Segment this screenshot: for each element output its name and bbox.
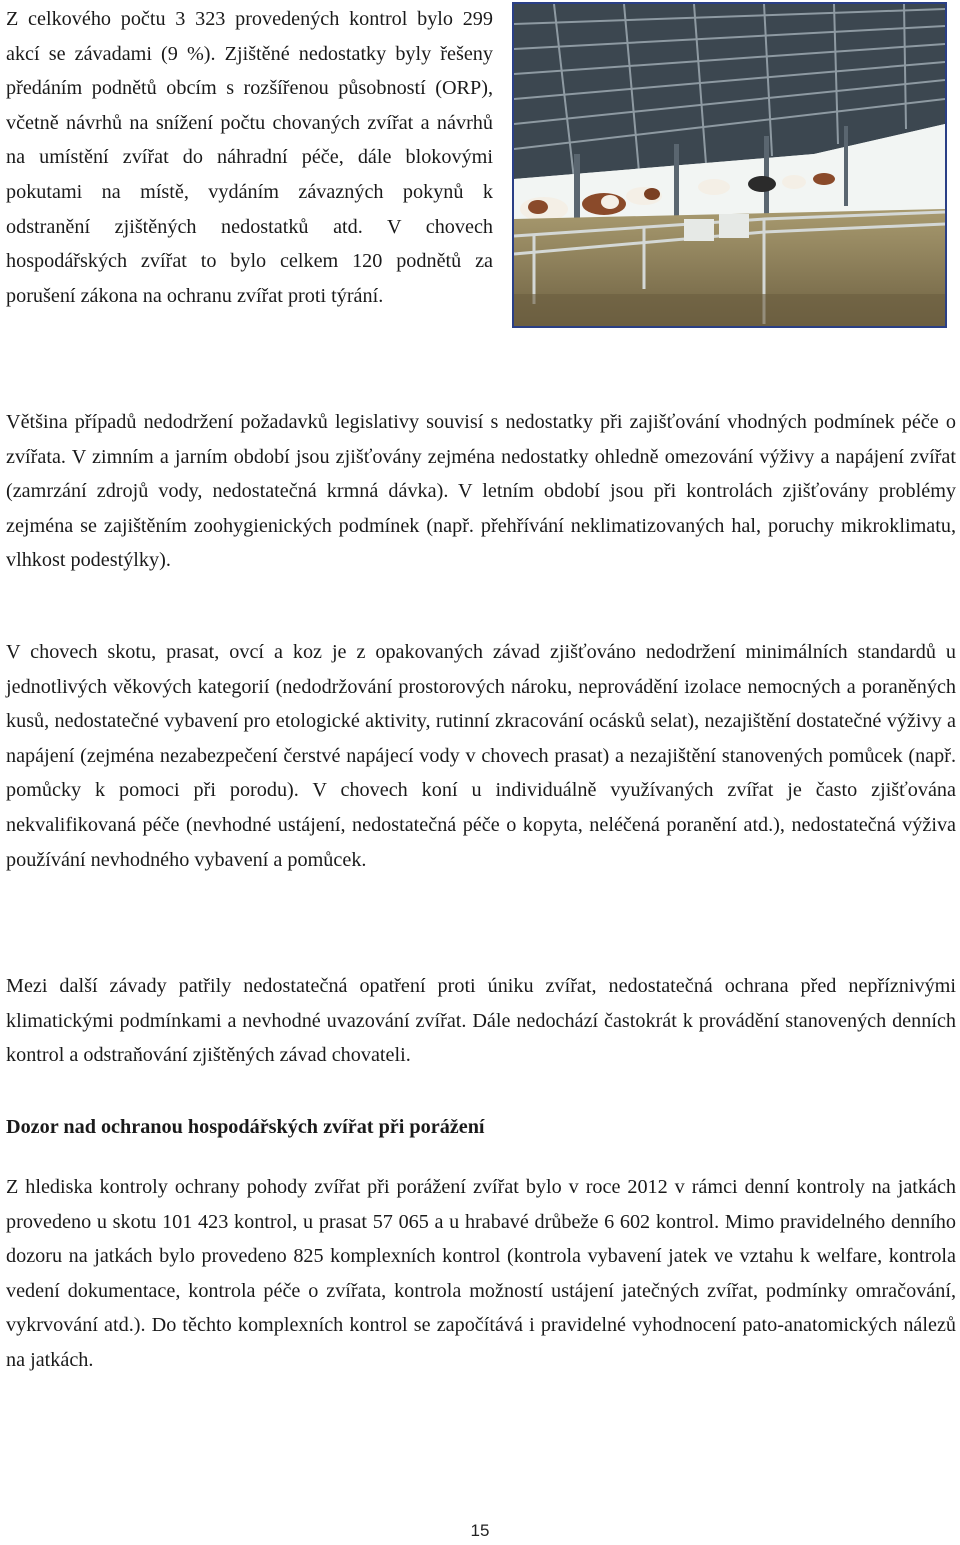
paragraph-cattle-pigs: V chovech skotu, prasat, ovcí a koz je z opakovaných závad zjišťováno nedodržení minimálních standardů u jednotlivých věkových kategorií (nedodržování prostorových nároku, neprovádění izolace nemocných a poraněných kusů, nedostatečné vybavení pro etologické aktivity, rutinní zkracování ocásků selat), nezajištění dostatečné výživy a napájení (zejména nezabezpečení čerstvé napájecí vody v chovech prasat) a nezajištění stanovených pomůcek (např. pomůcky k pomoci při porodu). V chovech koní u individuálně využívaných zvířat je často zjišťována nekvalifikovaná péče (nevhodné ustájení, nedostatečná péče o kopyta, neléčená poranění atd.), nedostatečná výživa používání nevhodného vybavení a pomůcek. [6, 641, 956, 871]
paragraph-legislation: Většina případů nedodržení požadavků legislativy souvisí s nedostatky při zajišťování vhodných podmínek péče o zvířata. V zimním a jarním období jsou zjišťovány zejména nedostatky ohledně omezování výživy a napájení zvířat (zamrzání zdrojů vody, nedostatečná krmná dávka). V letním období jsou při kontrolách zjišťovány problémy zejména se zajištěním zoohygienických podmínek (např. přehřívání neklimatizovaných hal, poruchy mikroklimatu, vlhkost podestýlky). [6, 411, 956, 572]
cattle-barn-photo [512, 2, 947, 328]
paragraph-other-defects: Mezi další závady patřily nedostatečná opatření proti úniku zvířat, nedostatečná ochrana před nepříznivými klimatickými podmínkami a nevhodné uvazování zvířat. Dále nedochází častokrát k provádění stanovených denních kontrol a odstraňování zjištěných závad chovateli. [6, 975, 956, 1067]
paragraph-slaughter: Z hlediska kontroly ochrany pohody zvířat při porážení zvířat bylo v roce 2012 v rámci denní kontroly na jatkách provedeno u skotu 101 423 kontrol, u prasat 57 065 a u hrabavé drůbeže 6 602 kontrol. Mimo pravidelného denního dozoru na jatkách bylo provedeno 825 komplexních kontrol (kontrola vybavení jatek ve vztahu k welfare, kontrola vedení dokumentace, kontrola péče o zvířata, kontrola možností ustájení jatečných zvířat, podmínky omračování, vykrvování atd.). Do těchto komplexních kontrol se započítává i pravidelné vyhodnocení pato-anatomických nálezů na jatkách. [6, 1176, 956, 1371]
barn-illustration [514, 4, 945, 326]
section-heading: Dozor nad ochranou hospodářských zvířat při porážení [6, 1116, 485, 1138]
page-number: 15 [470, 1521, 490, 1540]
intro-paragraph: Z celkového počtu 3 323 provedených kontrol bylo 299 akcí se závadami (9 %). Zjištěné nedostatky byly řešeny předáním podnětů obcím s rozšířenou působností (ORP), včetně návrhů na snížení počtu chovaných zvířat a návrhů na umístění zvířat do náhradní péče, dále blokovými pokutami na místě, vydáním závazných pokynů k odstranění zjištěných nedostatků atd. V chovech hospodářských zvířat to bylo celkem 120 podnětů za porušení zákona na ochranu zvířat proti týrání. [6, 8, 493, 307]
